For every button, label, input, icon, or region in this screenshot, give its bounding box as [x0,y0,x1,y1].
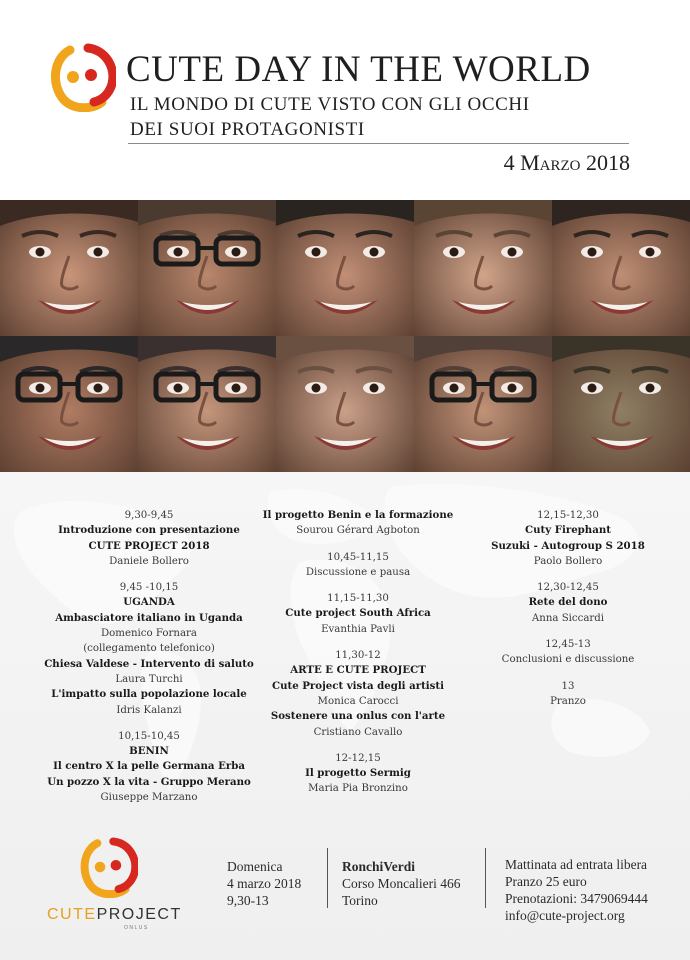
speaker-name: Idris Kalanzi [116,704,182,716]
page-subtitle: IL MONDO DI CUTE VISTO CON GLI OCCHI DEI SUOI PROTAGONISTI [130,94,530,140]
session-title: L'impatto sulla popolazione locale [51,688,247,701]
speaker-name: Giuseppe Marzano [100,792,198,804]
session-title: Rete del dono [528,596,608,609]
cute-project-logo-icon [48,42,116,112]
session-text: Conclusioni e discussione [501,654,635,666]
face-photo-icon [138,200,276,336]
session-title: Un pozzo X la vita - Gruppo Merano [47,775,251,788]
session-title: Cuty Firephant [525,524,611,537]
session-title: UGANDA [123,596,175,609]
session-text: Pranzo [550,695,586,707]
face-photo-icon [0,200,138,336]
time-slot: 9,45 -10,15 [119,582,179,594]
event-day: Domenica [227,859,283,874]
footer-divider [485,848,486,908]
time-slot: 13 [561,680,575,692]
session-title: Cute Project vista degli artisti [272,679,444,692]
faces-photo-grid [0,200,690,472]
event-info [505,856,648,924]
event-where [342,858,460,909]
brand-cute: CUTE [47,906,97,923]
header [0,0,690,200]
session-title: Il progetto Benin e la formazione [262,509,454,521]
speaker-name: Paolo Bollero [533,555,603,567]
speaker-name: Maria Pia Bronzino [308,783,408,795]
info-lunch: Pranzo 25 euro [505,874,587,889]
speaker-note: (collegamento telefonico) [83,643,215,655]
face-photo-icon [276,336,414,472]
time-slot: 10,15-10,45 [118,730,180,742]
time-slot: 12,45-13 [545,639,591,651]
time-slot: 12,30-12,45 [537,582,599,594]
session-title: Introduzione con presentazione [58,524,240,537]
session-title: Sostenere una onlus con l'arte [270,710,446,723]
speaker-name: Daniele Bollero [109,555,189,567]
brand-subtitle: ONLUS [124,925,149,931]
info-booking[interactable]: Prenotazioni: 3479069444 [505,891,648,906]
time-slot: 10,45-11,15 [327,551,389,563]
time-slot: 12-12,15 [335,752,381,764]
session-title: BENIN [129,745,169,758]
time-slot: 9,30-9,45 [124,510,174,521]
session-title: Ambasciatore italiano in Uganda [55,611,243,624]
face-photo-icon [414,200,552,336]
program-column-3 [463,508,673,709]
session-title: Cute project South Africa [285,607,431,620]
session-title: CUTE PROJECT 2018 [88,539,210,552]
session-title: Il centro X la pelle Germana Erba [53,760,245,773]
header-divider [128,143,629,144]
cute-project-logo-icon [78,836,138,898]
program-column-1 [44,508,254,805]
speaker-name: Evanthia Pavli [321,623,395,635]
time-slot: 11,30-12 [335,650,381,662]
event-date-footer: 4 marzo 2018 [227,876,302,891]
speaker-name: Laura Turchi [115,673,183,685]
program-column-2 [253,508,463,797]
venue-name: RonchiVerdi [342,859,416,874]
page-title: CUTE DAY IN THE WORLD [126,49,591,90]
footer-divider [327,848,328,908]
time-slot: 11,15-11,30 [327,593,389,605]
speaker-name: Monica Carocci [317,695,399,707]
speaker-name: Sourou Gérard Agboton [296,525,420,537]
session-title: ARTE E CUTE PROJECT [290,664,426,677]
session-title: Il progetto Sermig [305,767,411,780]
face-photo-icon [414,336,552,472]
event-when [227,858,301,909]
face-photo-icon [138,336,276,472]
speaker-name: Anna Siccardi [531,612,605,624]
session-title: Chiesa Valdese - Intervento di saluto [44,657,254,670]
session-title: Suzuki - Autogroup S 2018 [491,539,645,552]
event-time: 9,30-13 [227,893,269,908]
face-photo-icon [276,200,414,336]
event-date: 4 Marzo 2018 [503,150,630,175]
brand-wordmark [47,906,182,924]
face-photo-icon [552,200,690,336]
face-photo-icon [552,336,690,472]
speaker-name: Cristiano Cavallo [313,726,403,738]
venue-city: Torino [342,893,378,908]
time-slot: 12,15-12,30 [537,510,599,521]
speaker-name: Domenico Fornara [101,628,197,640]
session-text: Discussione e pausa [305,566,411,578]
face-photo-icon [0,336,138,472]
info-email[interactable]: info@cute-project.org [505,908,625,923]
brand-project: PROJECT [96,906,182,923]
venue-address: Corso Moncalieri 466 [342,876,461,891]
info-entry: Mattinata ad entrata libera [505,857,648,872]
